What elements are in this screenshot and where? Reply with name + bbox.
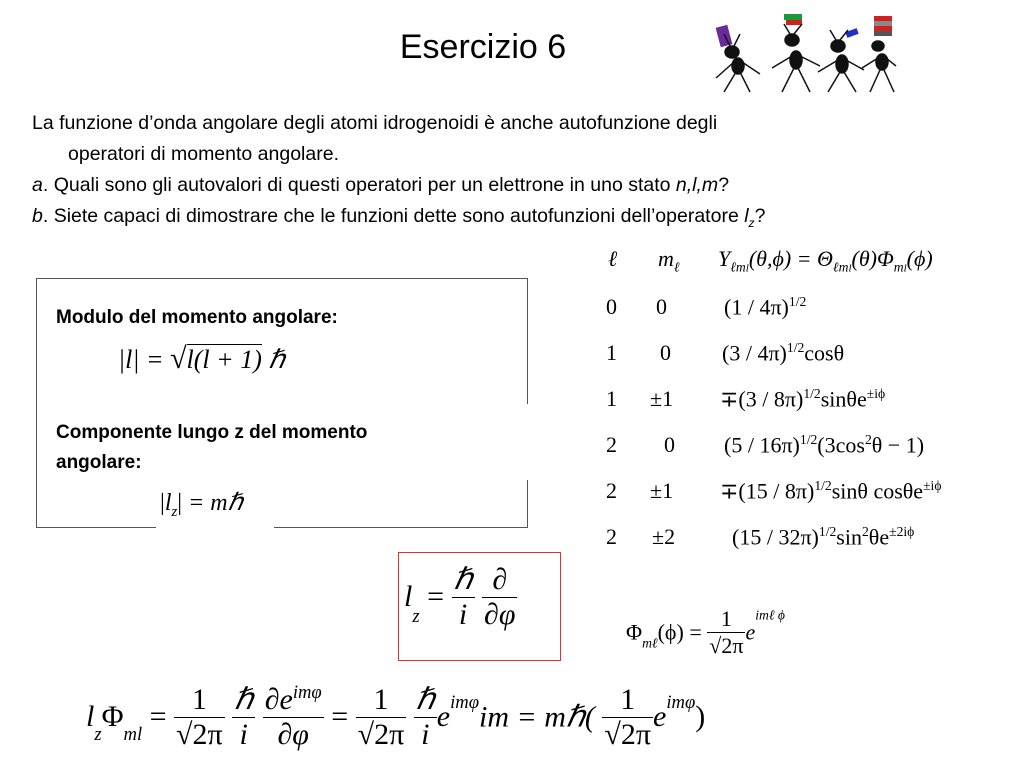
intro-line-1: La funzione d’onda angolare degli atomi idrogenoidi è anche autofunzione degli: [32, 112, 718, 134]
componente-rhs: = mℏ: [188, 490, 243, 516]
question-a-label: a: [32, 174, 43, 196]
cell-l: 2: [606, 478, 617, 503]
cell-l: 1: [606, 386, 617, 411]
deriv-frac-2: $\frac{1}{√2\pi}$: [357, 682, 405, 751]
question-a-text: . Quali sono gli autovalori di questi operatori per un elettrone in uno stato: [42, 174, 676, 196]
header-l: ℓ: [608, 246, 618, 271]
partial-over-dphi: $\frac{\partial}{\partial\varphi}$: [484, 562, 516, 631]
phi-definition: [626, 606, 785, 659]
componente-formula: $|l_z|$ = mℏ: [160, 490, 243, 520]
table-row: [604, 340, 1004, 380]
table-row: [604, 386, 1004, 426]
phi-arg: (ϕ) =: [657, 619, 702, 645]
deriv-e-1: e: [436, 700, 451, 733]
lz-lhs: l: [404, 580, 413, 613]
cell-y: ∓(15 / 8π)$^{1/2}$sinθ cosθe$^{\pm i\phi}$: [720, 478, 942, 504]
cell-m: 0: [664, 432, 675, 457]
question-a-vars: n,l,m: [675, 174, 719, 196]
deriv-frac-partial: $\frac{\partial e^{im\varphi}}{\partial\varphi}$: [264, 682, 322, 751]
modulo-formula: |l| = √l(l + 1) ℏ: [118, 342, 285, 375]
deriv-im: im = mℏ(: [479, 700, 595, 734]
modulo-hbar: ℏ: [268, 345, 285, 374]
table-row: [604, 432, 1004, 472]
cell-m: 0: [656, 294, 667, 319]
phi-fraction: $\frac{1}{√2\pi}$: [709, 606, 744, 658]
deriv-close: ): [695, 700, 706, 733]
cell-y: (3 / 4π)$^{1/2}$cosθ: [722, 340, 845, 366]
table-row: [604, 478, 1004, 518]
deriv-e-exp-2: imφ: [666, 691, 696, 713]
componente-sub: z: [171, 503, 178, 520]
cell-y: $(15 / 32\pi)^{1/2}\sin^2\theta e^{\pm 2i\phi}$: [732, 524, 915, 550]
lz-operator-formula: [404, 562, 517, 632]
componente-label-line-1: Componente lungo z del momento: [56, 422, 368, 443]
slide-title: Esercizio 6: [399, 28, 567, 66]
lz-sub: z: [412, 605, 420, 627]
question-b-sub: z: [748, 215, 755, 230]
cell-m: 0: [660, 340, 671, 365]
cell-m: ±2: [652, 524, 676, 549]
deriv-frac-hbar-2: $\frac{\text{ℏ}}{i}$: [415, 683, 435, 751]
modulo-radicand: l(l + 1): [186, 345, 262, 374]
cell-l: 1: [606, 340, 617, 365]
question-b: [32, 201, 992, 239]
phi-exp-base: e: [745, 619, 756, 645]
deriv-eq-1: =: [149, 700, 167, 733]
question-b-label: b: [32, 205, 43, 227]
cell-m: ±1: [650, 478, 674, 503]
question-b-text: . Siete capaci di dimostrare che le funzioni dette sono autofunzioni dell’operatore: [42, 205, 745, 227]
table-row: [604, 294, 1004, 334]
deriv-l: l: [86, 700, 95, 733]
cell-y: (1 / 4π)$^{1/2}$: [724, 294, 807, 320]
intro-text: [32, 108, 992, 239]
deriv-l-sub: z: [94, 723, 102, 745]
deriv-phi: Φ: [101, 700, 124, 733]
question-a: [32, 170, 992, 201]
ants-carrying-books-illustration: [706, 8, 898, 96]
componente-label: [56, 418, 367, 478]
deriv-frac-3: $\frac{1}{√2\pi}$: [604, 682, 652, 751]
deriv-frac-hbar-1: $\frac{\text{ℏ}}{i}$: [234, 683, 254, 751]
cell-l: 2: [606, 432, 617, 457]
phi-lhs: Φ: [626, 619, 643, 645]
cell-m: ±1: [650, 386, 674, 411]
cell-l: 2: [606, 524, 617, 549]
cell-y: ∓(3 / 8π)$^{1/2}$sinθe$^{\pm i\phi}$: [720, 386, 886, 412]
cell-l: 0: [606, 294, 617, 319]
derivation-formula: [86, 682, 705, 752]
cell-y: $(5 / 16\pi)^{1/2}(3\cos^2\theta - 1)$: [724, 432, 925, 458]
lz-eq: =: [427, 580, 445, 613]
header-y: $Y_{\ell ml}(\theta,\phi) = \Theta_{\ell ml}(\theta)\Phi_{ml}(\phi)$: [718, 246, 933, 275]
componente-label-line-2: angolare:: [56, 452, 142, 473]
deriv-phi-sub: ml: [123, 723, 143, 745]
deriv-frac-1: $\frac{1}{√2\pi}$: [176, 682, 223, 751]
header-m: $m_\ell$: [658, 246, 680, 275]
componente-l: l: [164, 490, 172, 516]
question-b-var: l: [744, 205, 749, 227]
deriv-e-exp-1: imφ: [450, 691, 479, 713]
modulo-label: Modulo del momento angolare:: [56, 307, 338, 328]
deriv-e-2: e: [653, 700, 667, 733]
modulo-lhs: |l| =: [118, 345, 171, 374]
spherical-harmonics-table: [604, 246, 1014, 560]
question-b-end: ?: [754, 205, 766, 227]
phi-sub: mℓ: [642, 635, 658, 651]
deriv-eq-2: =: [331, 700, 349, 733]
intro-line-2: operatori di momento angolare.: [68, 143, 339, 165]
hbar-over-i: $\frac{\text{ℏ}}{i}$: [453, 563, 473, 631]
table-header-row: [604, 246, 1004, 286]
table-row: [604, 524, 1004, 564]
phi-exp: imℓ ϕ: [755, 607, 785, 623]
question-a-end: ?: [718, 174, 730, 196]
